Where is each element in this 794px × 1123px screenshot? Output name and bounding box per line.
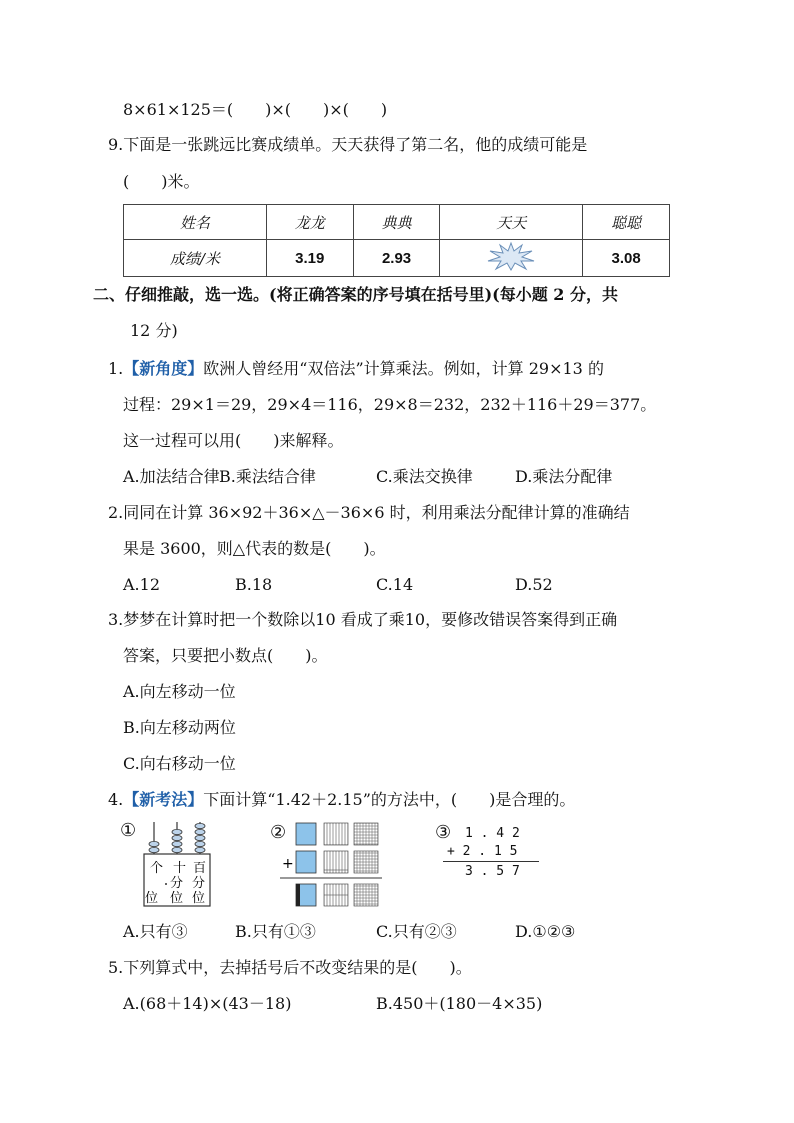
abacus-label-wei3: 位 [192,891,206,906]
q2-line1: 2.同同在计算 36×92＋36×△－36×6 时，利用乘法分配律计算的准确结 [108,503,630,522]
addition-divider [443,861,539,862]
addition-result: 3 . 5 7 [465,864,520,879]
abacus-rods-icon [120,820,220,910]
score-congcong: 3.08 [583,240,670,277]
table-row-label: 成绩/米 [124,240,267,277]
table-header-diandian: 典典 [353,205,440,240]
q3-line2: 答案，只要把小数点( )。 [123,646,328,665]
q1-line1 [108,359,604,379]
table-row [124,205,670,240]
section2-heading-line2: 12 分) [130,321,178,340]
q9-text-line1: 9.下面是一张跳远比赛成绩单。天天获得了第二名，他的成绩可能是 [108,135,588,154]
q1-option-d[interactable]: D.乘法分配律 [515,467,613,486]
decimal-blocks-icon [270,820,385,912]
q4-option-c[interactable]: C.只有②③ [376,922,457,941]
score-longlong: 3.19 [266,240,353,277]
q3-option-a[interactable]: A.向左移动一位 [123,682,236,701]
splat-icon [486,241,536,271]
addition-row1: 1 . 4 2 [465,826,520,841]
q1-text: 欧洲人曾经用“双倍法”计算乘法。例如，计算 29×13 的 [203,359,604,378]
q5-option-b[interactable]: B.450＋(180－4×35) [376,994,543,1013]
q1-line3: 这一过程可以用( )来解释。 [123,431,344,450]
q4-option-d[interactable]: D.①②③ [515,922,576,941]
abacus-label-ge: 个 [150,861,164,876]
table-header-congcong: 聪聪 [583,205,670,240]
q4-number: 4. [108,790,124,809]
q1-option-b[interactable]: B.乘法结合律 [219,467,316,486]
q4-line1 [108,790,575,810]
q3-option-b[interactable]: B.向左移动两位 [123,718,236,737]
q4-text: 下面计算“1.42＋2.15”的方法中，( )是合理的。 [203,790,576,809]
abacus-label-shi: 十 [173,861,187,876]
table-header-longlong: 龙龙 [266,205,353,240]
addition-row2: + 2 . 1 5 [447,844,518,859]
table-row [124,240,670,277]
q8-equation: 8×61×125＝( )×( )×( ) [123,100,388,119]
q2-option-c[interactable]: C.14 [376,575,414,594]
abacus-label-fen2: 分 [192,876,206,891]
score-table [123,204,670,277]
q3-line1: 3.梦梦在计算时把一个数除以10 看成了乘10，要修改错误答案得到正确 [108,610,618,629]
q2-option-b[interactable]: B.18 [235,575,273,594]
figure-vertical-addition [435,822,545,882]
q1-number: 1. [108,359,124,378]
q1-option-a[interactable]: A.加法结合律 [123,467,220,486]
q1-tag: 【新角度】 [123,359,204,378]
table-header-tiantian: 天天 [440,205,583,240]
figure2-marker: ② [270,822,287,843]
q4-tag: 【新考法】 [123,790,204,809]
q4-option-b[interactable]: B.只有①③ [235,922,316,941]
q3-option-c[interactable]: C.向右移动一位 [123,754,236,773]
figure3-marker: ③ [435,822,452,843]
q5-line1: 5.下列算式中，去掉括号后不改变结果的是( )。 [108,958,472,977]
blocks-plus-sign: + [282,856,294,872]
q2-line2: 果是 3600，则△代表的数是( )。 [123,539,386,558]
q1-line2: 过程：29×1＝29，29×4＝116，29×8＝232，232＋116＋29＝377。 [123,395,657,414]
q2-option-d[interactable]: D.52 [515,575,553,594]
score-tiantian-hidden [440,240,583,277]
q4-option-a[interactable]: A.只有③ [123,922,188,941]
q2-option-a[interactable]: A.12 [123,575,160,594]
q5-option-a[interactable]: A.(68＋14)×(43－18) [123,994,292,1013]
table-header-name: 姓名 [124,205,267,240]
abacus-label-wei1: 位 [145,891,159,906]
figure1-marker: ① [120,820,137,841]
q9-text-line2: ( )米。 [123,172,200,191]
q1-option-c[interactable]: C.乘法交换律 [376,467,473,486]
abacus-label-bai: 百 [193,861,207,876]
abacus-label-wei2: 位 [170,891,184,906]
section2-heading: 二、仔细推敲，选一选。(将正确答案的序号填在括号里)(每小题 2 分，共 [93,285,618,304]
score-diandian: 2.93 [353,240,440,277]
abacus-label-fen1: 分 [170,876,184,891]
